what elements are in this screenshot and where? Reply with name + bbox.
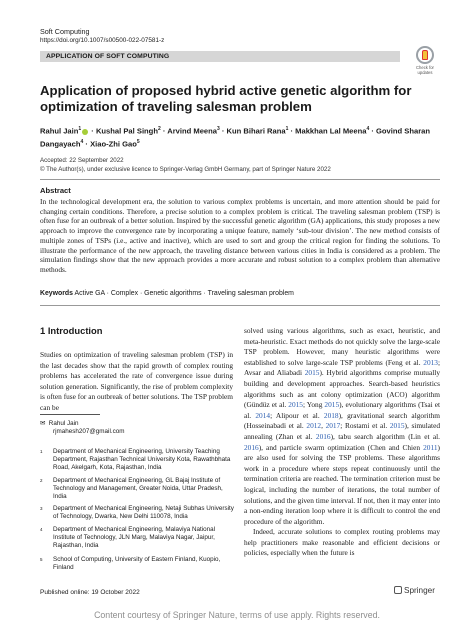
bookmark-icon bbox=[416, 46, 434, 64]
author-list: Rahul Jain$^1$ · Kushal Pal Singh$^2$ · Arvind Meena$^3$ · Kun Bihari Rana$^1$ · Makkhan Lal Meena$^4$ · Govind Sharan Dangayach$^4$ · Xiao-Zhi Gao$^5$ bbox=[40, 126, 431, 149]
corresponding-author bbox=[40, 420, 125, 436]
journal-name: Soft Computing bbox=[40, 27, 90, 36]
check-updates-label: Check for updates bbox=[416, 65, 434, 75]
text-run: ; Yong bbox=[302, 400, 325, 410]
author-name[interactable]: Makkhan Lal Meena bbox=[295, 126, 367, 136]
abstract-heading: Abstract bbox=[40, 186, 71, 195]
paper-title: Application of proposed hybrid active genetic algorithm for optimization of traveling salesman problem bbox=[40, 83, 412, 114]
text-run: ). Hybrid algorithms comprise mutually building and development approaches. Search-based heuristics algorithms such as ant colony optimization (ACO) algorithm (Gündüz et al. bbox=[244, 368, 440, 410]
text-run: ; Rostami et al. bbox=[340, 421, 390, 431]
author-affiliation-number: 5 bbox=[136, 138, 140, 145]
citation-link[interactable]: 2011 bbox=[423, 442, 438, 452]
section-banner: APPLICATION OF SOFT COMPUTING bbox=[40, 51, 400, 62]
affiliation-text: Department of Mechanical Engineering, Netaji Subhas University of Technology, Dwarka, New Delhi 110078, India bbox=[53, 505, 234, 520]
affiliation-text: Department of Mechanical Engineering, GL Bajaj Institute of Technology and Management, Greater Noida, Uttar Pradesh, India bbox=[53, 477, 223, 500]
text-run: ; Avsar and Aliabadi bbox=[244, 357, 440, 378]
author-affiliation-number: 4 bbox=[80, 138, 84, 145]
affiliation bbox=[40, 477, 235, 501]
author-name[interactable]: Arvind Meena bbox=[167, 126, 218, 136]
author-affiliation-number: 2 bbox=[157, 126, 161, 132]
publication-dates bbox=[40, 156, 331, 174]
citation-link[interactable]: 2012 bbox=[306, 421, 322, 431]
author-affiliation-number: 4 bbox=[366, 126, 370, 132]
publisher-name: Springer bbox=[404, 586, 435, 595]
orcid-icon[interactable] bbox=[82, 129, 88, 135]
citation-link[interactable]: 2016 bbox=[315, 431, 331, 441]
affiliation-number: 2 bbox=[40, 478, 43, 483]
affiliation-text: Department of Mechanical Engineering, Malaviya National Institute of Technology, JLN Marg, Malaviya Nagar, Jaipur, Rajasthan, India bbox=[53, 526, 216, 549]
text-run: ), and particle swarm optimization (Chen and Chien bbox=[258, 442, 424, 452]
citation-link[interactable]: 2015 bbox=[304, 368, 320, 378]
affiliation-text: Department of Mechanical Engineering, University Teaching Department, Rajasthan Technical University Kota, Rawathbhata Road, Akelgarh, Kota, Rajasthan, India bbox=[53, 448, 231, 471]
citation-link[interactable]: 2017 bbox=[325, 421, 341, 431]
affiliation bbox=[40, 448, 235, 472]
affiliation-number: 1 bbox=[40, 449, 43, 454]
affiliation-text: School of Computing, University of Eastern Finland, Kuopio, Finland bbox=[53, 556, 221, 571]
text-run: ), evolutionary algorithms (Tsai et al. bbox=[244, 400, 440, 420]
text-run: ; Alipour et al. bbox=[270, 410, 324, 420]
citation-link[interactable]: 2016 bbox=[244, 442, 259, 452]
author-name[interactable]: Rahul Jain bbox=[40, 126, 79, 136]
affiliation-number: 5 bbox=[40, 557, 43, 562]
citation-link[interactable]: 2015 bbox=[324, 400, 340, 410]
author-name[interactable]: Kushal Pal Singh bbox=[95, 126, 158, 136]
intro-paragraph: Studies on optimization of traveling salesman problem (TSP) in the last decades show that the rapid growth of complex routing problems has accelerated the rate of convergence issue during solution generation. Significantly, the rise of problem complexity is often fuse for an outbreak of better solutions. The TSP problem can be bbox=[40, 350, 233, 412]
author-affiliation-number: 3 bbox=[217, 126, 220, 132]
citation-link[interactable]: 2015 bbox=[288, 400, 303, 410]
text-run: ) are also used for solving the TSP problems. These algorithms work in a procedure where steps repeat continuously until the termination criteria are reached. The termination criterion must be logical, including the number of iterations, the total number of solutions, and the given time interval. If not, then it may enter into a non-ending iteration loop where it is difficult to control the end procedure of the algorithm. bbox=[244, 442, 440, 526]
affiliation bbox=[40, 556, 235, 572]
abstract-text: In the technological development era, the solution to various complex problems is uncertain, and more attention should be paid for changing certain conditions. Therefore, a precise solution to a complex problem is critical. The traveling salesman problem (TSP) is often fuse for an outbreak of a better solution. Inspired by the successful genetic algorithm (GA) applications, this study proposes a new approach to improve the convergence rate by incorporating a unique feature, namely ‘sub-tour division’. The new method consists of multiple zones of TSPs (i.e., active and inactive), which are used to sort and group the critical region for finding the solutions. To illustrate the performance of the new approach, the traveling distance between various cities in India is considered as a problem. The simulation findings show that the new approach provides a more accurate and robust solution to a complex problem than alternative methods. bbox=[40, 197, 440, 274]
text-run: ), gravitational search algorithm (Hosseinabadi et al. bbox=[244, 410, 440, 431]
copyright-notice: © The Author(s), under exclusive licence to Springer-Verlag GmbH Germany, part of Springer Nature 2022 bbox=[40, 166, 331, 173]
citation-link[interactable]: 2018 bbox=[323, 410, 339, 420]
author-affiliation-number: 1 bbox=[285, 126, 289, 132]
affiliation bbox=[40, 526, 235, 550]
affiliation bbox=[40, 505, 235, 521]
author-name[interactable]: Kun Bihari Rana bbox=[226, 126, 286, 136]
check-for-updates-badge[interactable] bbox=[411, 46, 439, 78]
footnote-divider bbox=[40, 414, 100, 415]
keywords-label: Keywords bbox=[40, 290, 73, 297]
divider bbox=[40, 305, 440, 306]
text-run: ), simulated annealing (Zhan et al. bbox=[244, 421, 440, 441]
text-run: ), tabu search algorithm (Lin et al. bbox=[330, 431, 440, 441]
keywords-line bbox=[40, 290, 440, 297]
intro-right-column bbox=[244, 326, 440, 559]
springer-horse-icon bbox=[394, 586, 402, 594]
affiliation-number: 4 bbox=[40, 527, 43, 532]
author-name[interactable]: Govind Sharan Dangayach bbox=[40, 126, 431, 149]
doi-link[interactable]: https://doi.org/10.1007/s00500-022-07581-z bbox=[40, 37, 165, 44]
publisher-logo bbox=[394, 586, 435, 595]
intro-paragraph bbox=[244, 326, 440, 527]
citation-link[interactable]: 2015 bbox=[389, 421, 405, 431]
text-run: solved using various algorithms, such as exact, heuristic, and meta-heuristic. Exact methods do not quickly solve the large-scale TSP problem. However, many heuristic algorithms were established to solve large-scale TSP problems (Feng et al. bbox=[244, 326, 440, 367]
corresponding-name: Rahul Jain bbox=[48, 420, 79, 427]
citation-link[interactable]: 2014 bbox=[255, 410, 271, 420]
courtesy-notice: Content courtesy of Springer Nature, terms of use apply. Rights reserved. bbox=[94, 610, 380, 620]
corresponding-email[interactable]: rjmahesh207@gmail.com bbox=[53, 428, 125, 435]
divider bbox=[40, 179, 440, 180]
author-affiliation-number: 1 bbox=[78, 126, 82, 132]
author-name[interactable]: Xiao-Zhi Gao bbox=[90, 139, 137, 149]
section-heading: 1 Introduction bbox=[40, 325, 103, 336]
keywords-text: Active GA · Complex · Genetic algorithms · Traveling salesman problem bbox=[74, 290, 294, 297]
text-run: , bbox=[321, 421, 326, 431]
intro-left-column bbox=[40, 350, 233, 414]
citation-link[interactable]: 2013 bbox=[423, 357, 438, 367]
affiliation-number: 3 bbox=[40, 506, 43, 511]
published-date: Published online: 19 October 2022 bbox=[40, 589, 140, 596]
accepted-date: Accepted: 22 September 2022 bbox=[40, 157, 124, 164]
envelope-icon: ✉ bbox=[40, 420, 46, 427]
intro-paragraph: Indeed, accurate solutions to complex routing problems may help practitioners make reasonable and efficient decisions or policies, especially when the future is bbox=[244, 527, 440, 558]
